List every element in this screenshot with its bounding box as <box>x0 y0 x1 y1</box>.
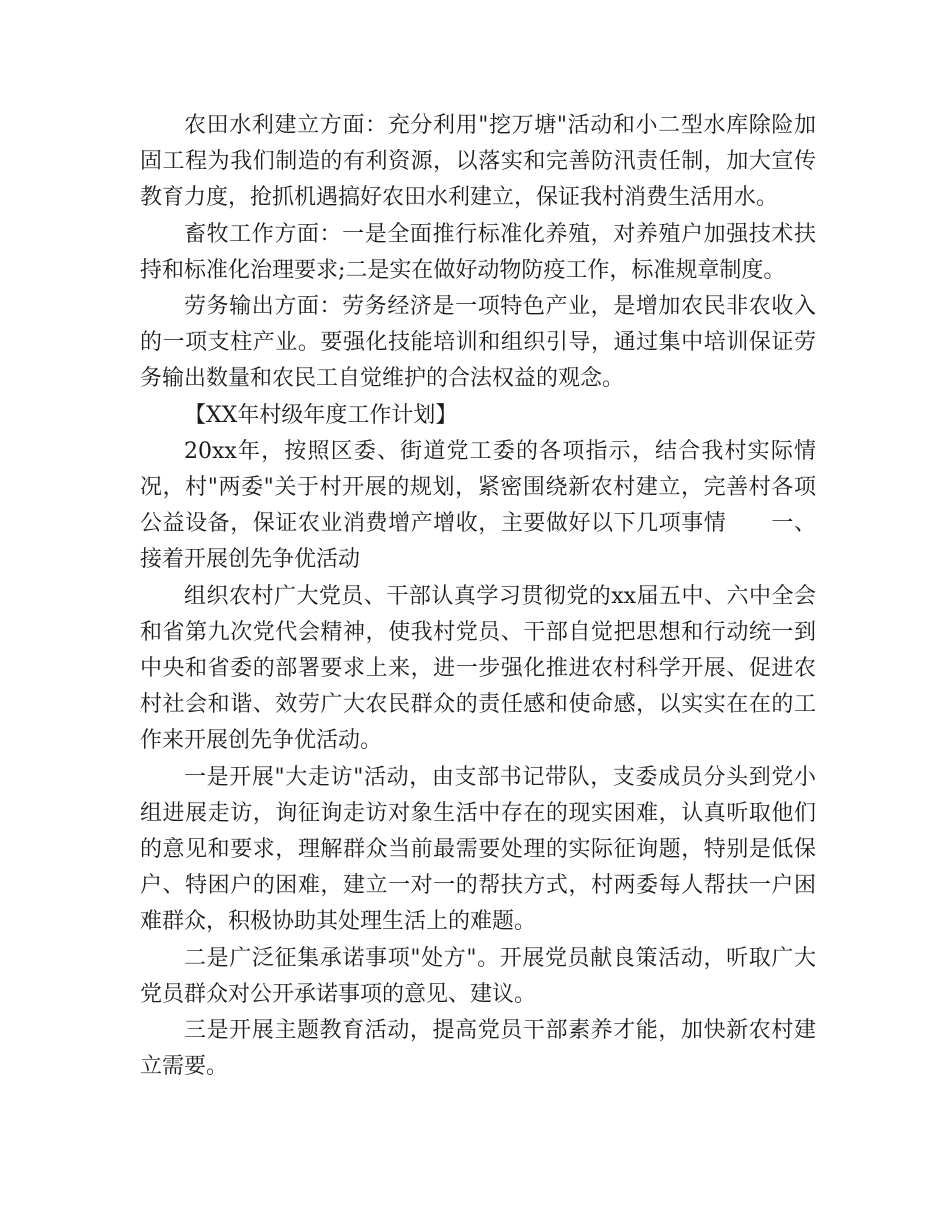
paragraph-labor-export: 劳务输出方面：劳务经济是一项特色产业，是增加农民非农收入的一项支柱产业。要强化技能培训和组织引导，通过集中培训保证劳务输出数量和农民工自觉维护的合法权益的观念。 <box>140 294 816 392</box>
paragraph-study-organization: 组织农村广大党员、干部认真学习贯彻党的xx届五中、六中全会和省第九次党代会精神，使我村党员、干部自觉把思想和行动统一到中央和省委的部署要求上来，进一步强化推进农村科学开展、促进农村社会和谐、效劳广大农民群众的责任感和使命感，以实实在在的工作来开展创先争优活动。 <box>140 583 816 754</box>
paragraph-farmland-water: 农田水利建立方面：充分利用"挖万塘"活动和小二型水库除险加固工程为我们制造的有利资源，以落实和完善防汛责任制，加大宣传教育力度，抢抓机遇搞好农田水利建立，保证我村消费生活用水。 <box>140 113 816 211</box>
document-body <box>140 108 816 1085</box>
paragraph-commitments: 二是广泛征集承诺事项"处方"。开展党员献良策活动，听取广大党员群众对公开承诺事项的意见、建议。 <box>140 945 816 1007</box>
paragraph-visit-activity: 一是开展"大走访"活动，由支部书记带队，支委成员分头到党小组进展走访，询征询走访对象生活中存在的现实困难，认真听取他们的意见和要求，理解群众当前最需要处理的实际征询题，特别是低保户、特困户的困难，建立一对一的帮扶方式，村两委每人帮扶一户困难群众，积极协助其处理生活上的难题。 <box>140 764 816 935</box>
paragraph-theme-education: 三是开展主题教育活动，提高党员干部素养才能，加快新农村建立需要。 <box>140 1018 816 1080</box>
paragraph-livestock: 畜牧工作方面：一是全面推行标准化养殖，对养殖户加强技术扶持和标准化治理要求;二是实在做好动物防疫工作，标准规章制度。 <box>140 221 816 283</box>
section-heading: 【XX年村级年度工作计划】 <box>184 402 458 428</box>
paragraph-plan-intro: 20xx年，按照区委、街道党工委的各项指示，结合我村实际情况，村"两委"关于村开展的规划，紧密围绕新农村建立，完善村各项公益设备，保证农业消费增产增收，主要做好以下几项事情 一、接着开展创先争优活动 <box>140 438 816 573</box>
